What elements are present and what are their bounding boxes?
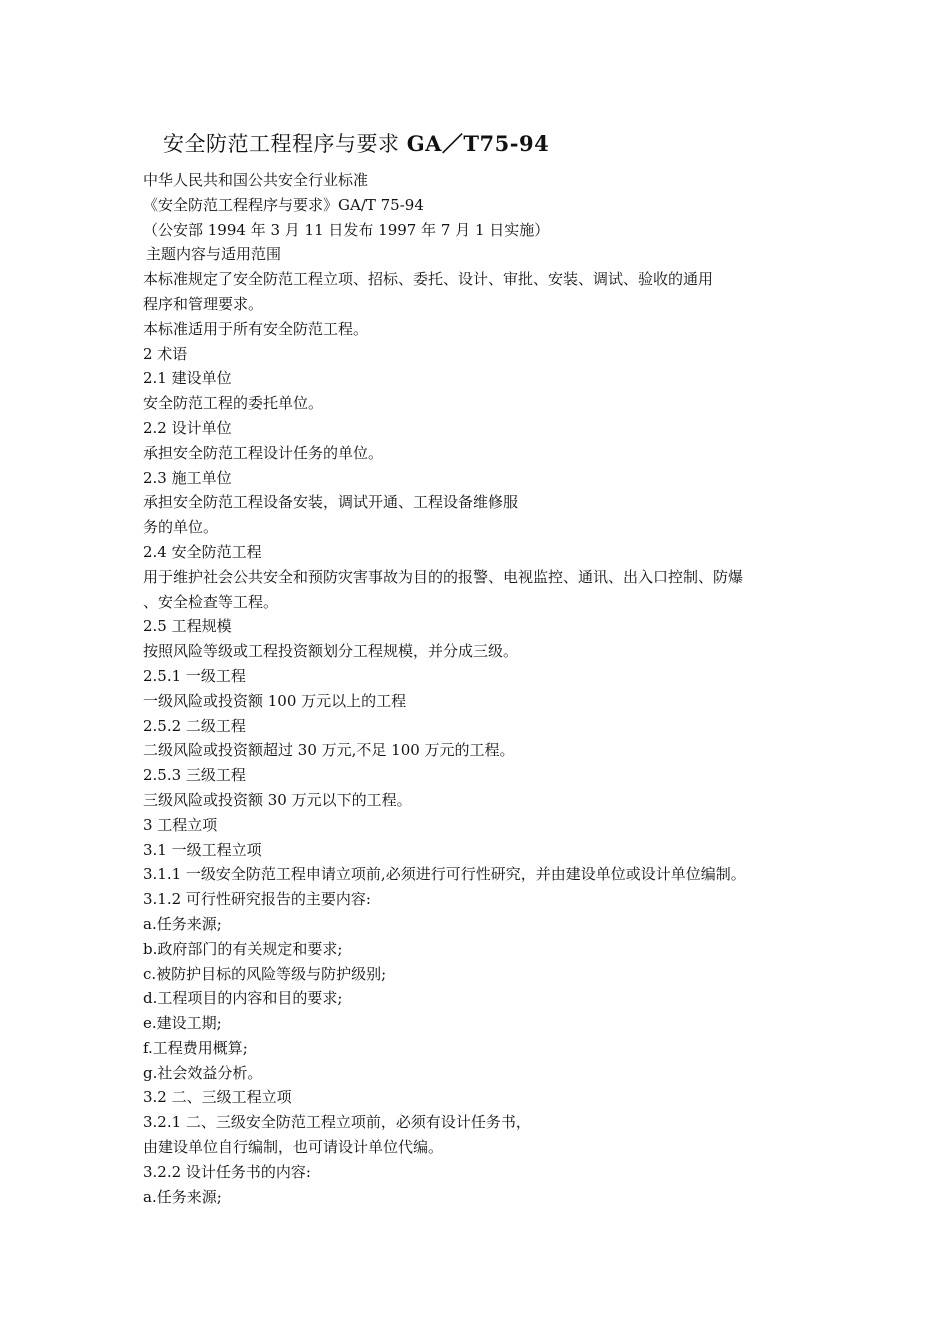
text-line: 本标准规定了安全防范工程立项、招标、委托、设计、审批、安装、调试、验收的通用 xyxy=(143,270,714,289)
text-line: 2.5 工程规模 xyxy=(143,617,232,636)
text-line: 承担安全防范工程设备安装，调试开通、工程设备维修服 xyxy=(143,493,519,512)
document-body xyxy=(143,168,843,1209)
text-line: 3.1.1 一级安全防范工程申请立项前,必须进行可行性研究，并由建设单位或设计单位编制。 xyxy=(143,865,746,884)
text-line: 2.1 建设单位 xyxy=(143,369,232,388)
text-line: f.工程费用概算; xyxy=(143,1038,248,1057)
text-line: 中华人民共和国公共安全行业标准 xyxy=(143,171,369,189)
text-line: 安全防范工程的委托单位。 xyxy=(143,394,324,413)
text-line: 按照风险等级或工程投资额划分工程规模，并分成三级。 xyxy=(143,642,519,661)
text-line: 由建设单位自行编制，也可请设计单位代编。 xyxy=(143,1138,444,1157)
text-line: 3.1.2 可行性研究报告的主要内容: xyxy=(143,890,371,909)
title-text: 安全防范工程程序与要求 xyxy=(163,132,400,156)
text-line: 2.4 安全防范工程 xyxy=(143,542,262,561)
text-line: 3.1 一级工程立项 xyxy=(143,840,262,859)
text-line: 、安全检查等工程。 xyxy=(143,592,279,611)
text-line: b.政府部门的有关规定和要求; xyxy=(143,939,343,958)
text-line: 用于维护社会公共安全和预防灾害事故为目的的报警、电视监控、通讯、出入口控制、防爆 xyxy=(143,567,744,586)
text-line: 3.2.2 设计任务书的内容: xyxy=(143,1162,311,1181)
text-line: 2 术语 xyxy=(143,344,188,363)
text-line: 2.5.2 二级工程 xyxy=(143,716,246,735)
text-line: 2.3 施工单位 xyxy=(143,468,232,487)
text-line: 本标准适用于所有安全防范工程。 xyxy=(143,319,369,338)
text-line: e.建设工期; xyxy=(143,1014,222,1033)
text-line: 三级风险或投资额 30 万元以下的工程。 xyxy=(143,790,412,809)
text-line: 承担安全防范工程设计任务的单位。 xyxy=(143,443,384,462)
text-line: 3.2.1 二、三级安全防范工程立项前，必须有设计任务书， xyxy=(143,1113,531,1132)
text-line: 2.2 设计单位 xyxy=(143,418,232,437)
text-line: 2.5.3 三级工程 xyxy=(143,766,246,785)
title-code: GA／T75-94 xyxy=(406,131,550,156)
text-line: g.社会效益分析。 xyxy=(143,1063,263,1082)
text-line: d.工程项目的内容和目的要求; xyxy=(143,989,343,1008)
text-line: a.任务来源; xyxy=(143,1187,222,1206)
text-line: 务的单位。 xyxy=(143,518,219,537)
text-line: 二级风险或投资额超过 30 万元,不足 100 万元的工程。 xyxy=(143,741,515,760)
text-line: 3.2 二、三级工程立项 xyxy=(143,1088,292,1107)
text-line: 一级风险或投资额 100 万元以上的工程 xyxy=(143,691,407,710)
text-line: 3 工程立项 xyxy=(143,815,218,834)
document-title xyxy=(163,128,549,158)
text-line: （公安部 1994 年 3 月 11 日发布 1997 年 7 月 1 日实施） xyxy=(143,220,550,239)
text-line: 2.5.1 一级工程 xyxy=(143,666,246,685)
text-line: 程序和管理要求。 xyxy=(143,294,264,313)
text-line: a.任务来源; xyxy=(143,914,222,933)
text-line: 《安全防范工程程序与要求》GA/T 75-94 xyxy=(143,195,424,214)
text-line: 主题内容与适用范围 xyxy=(146,245,282,264)
text-line: c.被防护目标的风险等级与防护级别; xyxy=(143,964,387,983)
